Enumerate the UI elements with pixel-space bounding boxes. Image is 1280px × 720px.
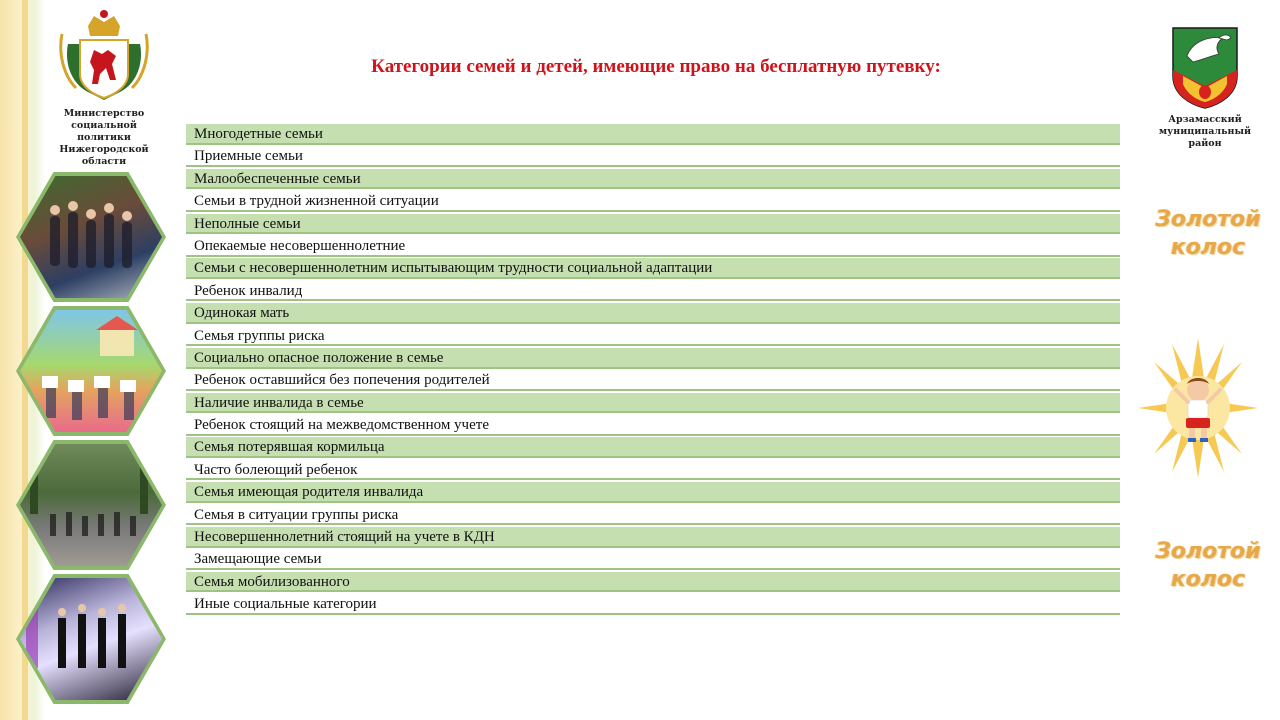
list-item: Приемные семьи: [186, 146, 1120, 167]
list-item: Малообеспеченные семьи: [186, 169, 1120, 190]
arzamas-district-coat-of-arms-icon: [1171, 26, 1239, 110]
list-item: Несовершеннолетний стоящий на учете в КДН: [186, 527, 1120, 548]
list-item: Семьи в трудной жизненной ситуации: [186, 191, 1120, 212]
list-item: Семья мобилизованного: [186, 572, 1120, 593]
list-item: Иные социальные категории: [186, 594, 1120, 615]
camp-logo-text: Золотой колос: [1155, 539, 1261, 592]
list-item: Семья потерявшая кормильца: [186, 437, 1120, 458]
page-title: Категории семей и детей, имеющие право на бесплатную путевку:: [371, 56, 941, 77]
camp-logo-text: Золотой колос: [1155, 207, 1261, 260]
district-block: [1150, 26, 1260, 150]
list-item: Часто болеющий ребенок: [186, 460, 1120, 481]
sun-mascot-icon: [1138, 338, 1258, 478]
ministry-name: Министерство социальной политики Нижегородской области: [59, 108, 149, 167]
list-item: Наличие инвалида в семье: [186, 393, 1120, 414]
district-name: Арзамасский муниципальный район: [1158, 114, 1252, 149]
category-list: [186, 124, 1120, 617]
list-item: Социально опасное положение в семье: [186, 348, 1120, 369]
list-item: Семья имеющая родителя инвалида: [186, 482, 1120, 503]
list-item: Ребенок инвалид: [186, 281, 1120, 302]
list-item: Неполные семьи: [186, 214, 1120, 235]
list-item: Ребенок оставшийся без попечения родителей: [186, 370, 1120, 391]
list-item: Семья в ситуации группы риска: [186, 505, 1120, 526]
ministry-block: [44, 4, 164, 168]
list-item: Многодетные семьи: [186, 124, 1120, 145]
list-item: Семьи с несовершеннолетним испытывающим трудности социальной адаптации: [186, 258, 1120, 279]
list-item: Опекаемые несовершеннолетние: [186, 236, 1120, 257]
list-item: Одинокая мать: [186, 303, 1120, 324]
list-item: Замещающие семьи: [186, 549, 1120, 570]
nizhny-novgorod-coat-of-arms-icon: [58, 4, 150, 104]
list-item: Ребенок стоящий на межведомственном учете: [186, 415, 1120, 436]
list-item: Семья группы риска: [186, 326, 1120, 347]
